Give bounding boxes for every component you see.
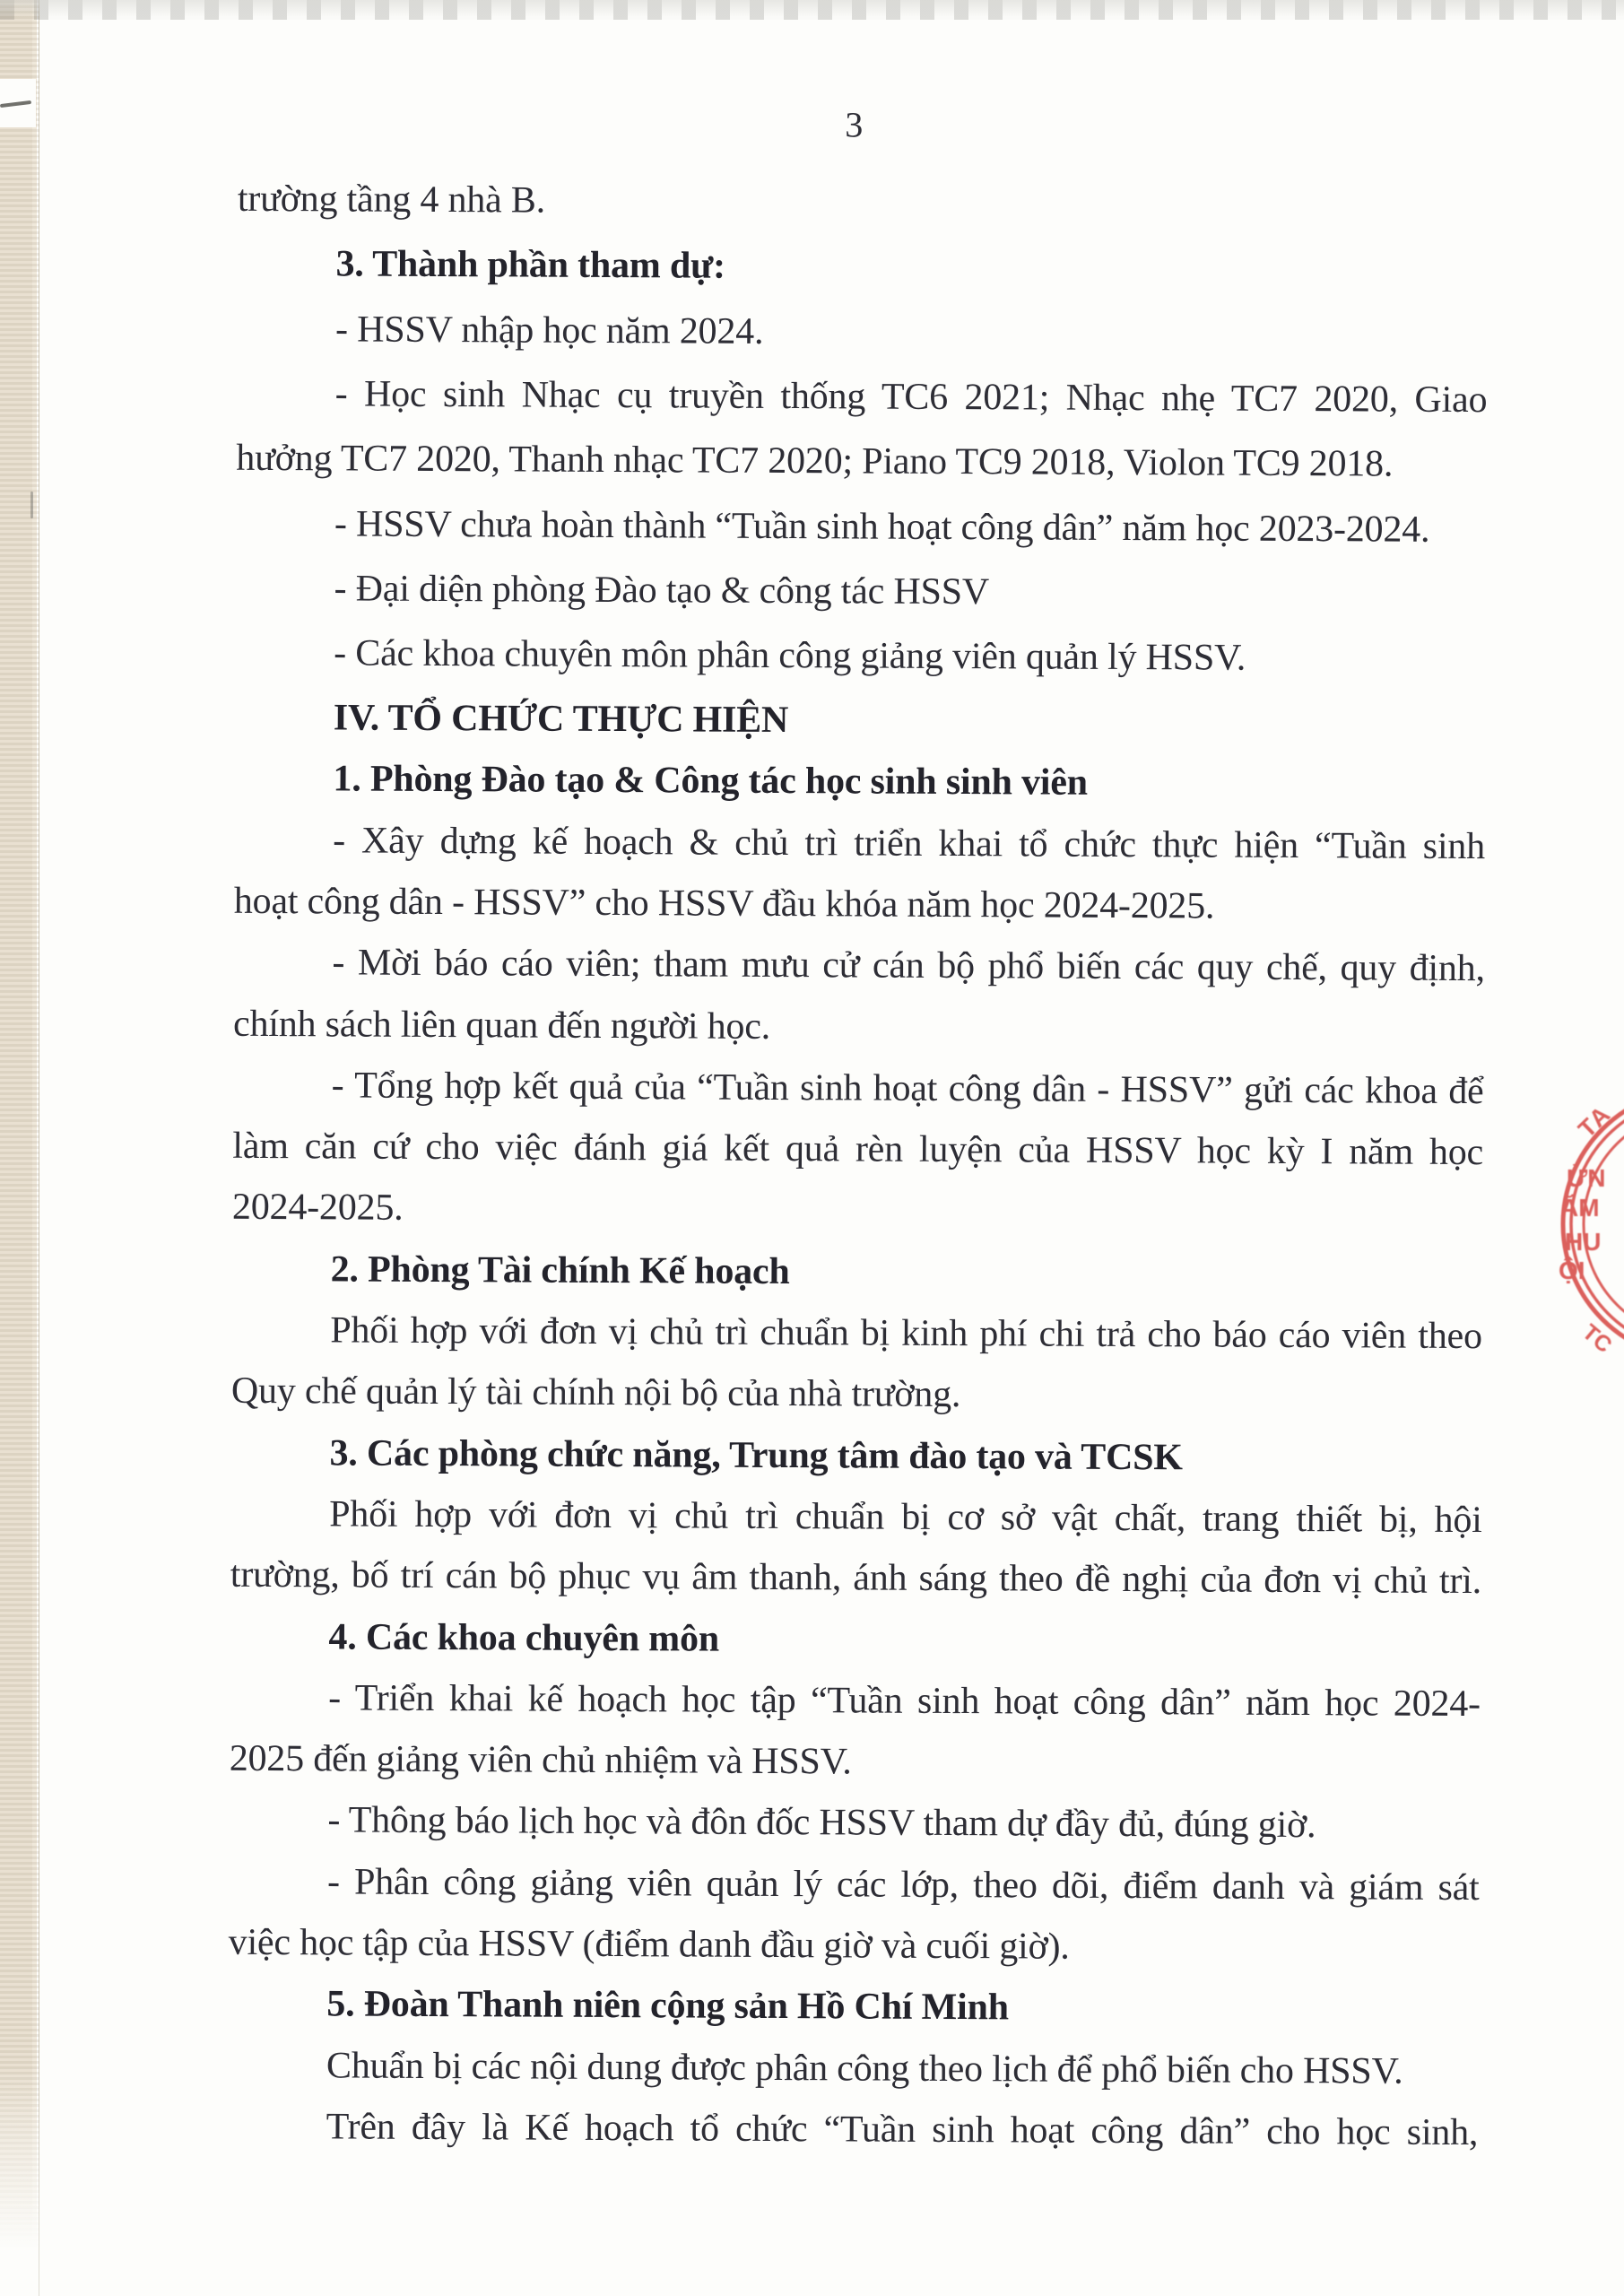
- text-line: chính sách liên quan đến người học.: [232, 1003, 771, 1048]
- text-line: Phối hợp với đơn vị chủ trì chuẩn bị kinh phí chi trả cho báo cáo viên theo: [330, 1309, 1482, 1358]
- text-line: - Phân công giảng viên quản lý các lớp, theo dõi, điểm danh và giám sát: [326, 1861, 1480, 1909]
- text-line: - HSSV chưa hoàn thành “Tuần sinh hoạt công dân” năm học 2023-2024.: [334, 503, 1430, 551]
- text-line: 2024-2025.: [231, 1186, 404, 1229]
- text-line: IV. TỔ CHỨC THỰC HIỆN: [333, 697, 789, 742]
- text-line: trường tầng 4 nhà B.: [237, 178, 546, 222]
- text-line: Chuẩn bị các nội dung được phân công theo lịch để phổ biến cho HSSV.: [326, 2045, 1403, 2092]
- text-line: - Triển khai kế hoạch học tập “Tuần sinh hoạt công dân” năm học 2024-: [328, 1677, 1481, 1726]
- text-line: 5. Đoàn Thanh niên cộng sản Hồ Chí Minh: [326, 1983, 1009, 2029]
- text-line: Trên đây là Kế hoạch tổ chức “Tuần sinh hoạt công dân” cho học sinh,: [326, 2106, 1479, 2154]
- text-line: - Đại diện phòng Đào tạo & công tác HSSV: [334, 568, 990, 613]
- stamp-band-text-bottom: TC: [1577, 1319, 1617, 1359]
- text-line: 2. Phòng Tài chính Kế hoạch: [330, 1248, 790, 1293]
- stamp-center-text-4: ỘI: [1559, 1257, 1585, 1284]
- text-line: - HSSV nhập học năm 2024.: [335, 309, 764, 352]
- text-line: 4. Các khoa chuyên môn: [328, 1616, 720, 1660]
- text-line: hoạt công dân - HSSV” cho HSSV đầu khóa năm học 2024-2025.: [233, 880, 1215, 927]
- text-line: - Tổng hợp kết quả của “Tuần sinh hoạt công dân - HSSV” gửi các khoa để: [331, 1065, 1484, 1113]
- text-line: 1. Phòng Đào tạo & Công tác học sinh sinh viên: [333, 758, 1089, 804]
- text-line: - Xây dựng kế hoạch & chủ trì triển khai tổ chức thực hiện “Tuần sinh: [333, 820, 1486, 868]
- stamp-center-text-3: HU: [1565, 1228, 1602, 1256]
- text-line: 3. Các phòng chức năng, Trung tâm đào tạo và TCSK: [329, 1432, 1183, 1479]
- text-line: hưởng TC7 2020, Thanh nhạc TC7 2020; Piano TC9 2018, Violon TC9 2018.: [236, 437, 1394, 485]
- official-stamp-partial-icon: [1556, 1078, 1624, 1374]
- stamp-center-text-2: ĂM: [1560, 1194, 1600, 1222]
- stamp-band-text-top: TA: [1573, 1100, 1617, 1144]
- text-line: Phối hợp với đơn vị chủ trì chuẩn bị cơ sở vật chất, trang thiết bị, hội: [329, 1493, 1482, 1542]
- text-line: - Mời báo cáo viên; tham mưu cử cán bộ phổ biến các quy chế, quy định,: [332, 942, 1485, 990]
- page-number: 3: [845, 104, 864, 145]
- text-line: - Các khoa chuyên môn phân công giảng viên quản lý HSSV.: [334, 632, 1246, 679]
- text-line: 2025 đến giảng viên chủ nhiệm và HSSV.: [229, 1737, 852, 1783]
- text-line: Quy chế quản lý tài chính nội bộ của nhà trường.: [230, 1370, 961, 1416]
- text-line: trường, bố trí cán bộ phục vụ âm thanh, ánh sáng theo đề nghị của đơn vị chủ trì.: [230, 1553, 1482, 1603]
- text-line: - Thông báo lịch học và đôn đốc HSSV tham dự đầy đủ, đúng giờ.: [327, 1799, 1316, 1847]
- text-line: - Học sinh Nhạc cụ truyền thống TC6 2021; Nhạc nhẹ TC7 2020, Giao: [334, 373, 1488, 422]
- text-line: việc học tập của HSSV (điểm danh đầu giờ và cuối giờ).: [228, 1921, 1070, 1968]
- text-line: 3. Thành phần tham dự:: [335, 243, 726, 287]
- text-line: làm căn cứ cho việc đánh giá kết quả rèn luyện của HSSV học kỳ I năm học: [232, 1125, 1484, 1174]
- stamp-center-text-1: ỬN: [1567, 1164, 1606, 1192]
